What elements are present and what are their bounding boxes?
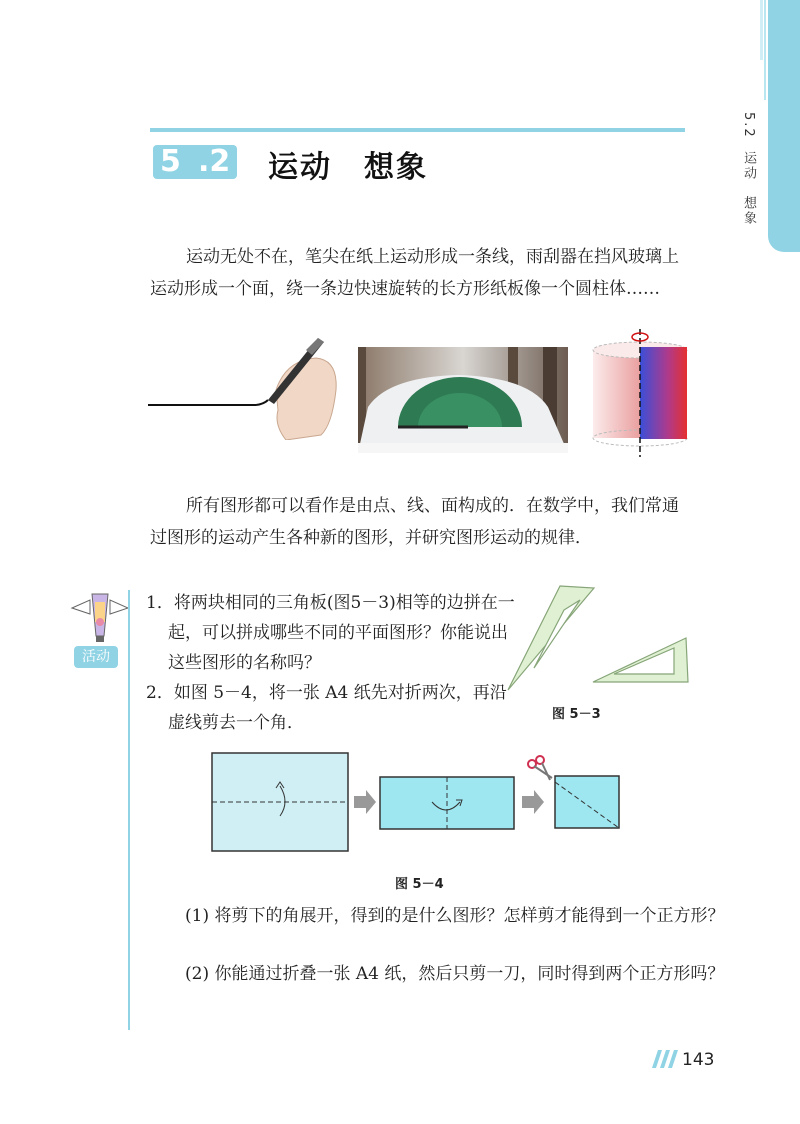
question-2: (2) 你能通过折叠一张 A4 纸，然后只剪一刀，同时得到两个正方形吗？ <box>185 964 725 984</box>
question-1: (1) 将剪下的角展开，得到的是什么图形？怎样剪才能得到一个正方形？ <box>185 906 725 926</box>
running-header <box>730 112 758 226</box>
section-title: 运动 想象 <box>268 150 428 185</box>
activity-icon <box>68 588 132 644</box>
running-header-title: 运动 想象 <box>741 150 756 226</box>
activity-badge: 活动 <box>74 646 118 668</box>
activity-item-1: 1．将两块相同的三角板(图5－3)相等的边拼在一起，可以拼成哪些不同的平面图形？你能说出这些图形的名称吗？ <box>146 593 515 673</box>
activity-item-2: 2．如图 5－4，将一张 A4 纸先对折两次，再沿虚线剪去一个角． <box>146 683 507 733</box>
set-squares-figure <box>498 582 693 694</box>
figure-5-4-caption: 图 5－4 <box>395 877 444 892</box>
running-header-section: 5.2 <box>741 112 756 139</box>
page-number-stripes <box>650 1048 682 1070</box>
windshield-wiper-photo <box>358 347 568 453</box>
side-tab-stripe <box>760 0 763 60</box>
scissors-icon <box>528 756 552 780</box>
chapter-side-tab <box>768 0 800 252</box>
points-lines-faces-paragraph: 所有图形都可以看作是由点、线、面构成的．在数学中，我们常通过图形的运动产生各种新的图形，并研究图形运动的规律． <box>150 496 679 548</box>
figure-5-3-caption: 图 5－3 <box>552 707 601 722</box>
page-number: 143 <box>682 1050 715 1070</box>
intro-paragraph: 运动无处不在，笔尖在纸上运动形成一条线，雨刮器在挡风玻璃上运动形成一个面，绕一条边快速旋转的长方形纸板像一个圆柱体…… <box>150 247 679 299</box>
cylinder-rotation-illustration <box>588 325 693 460</box>
activity-vertical-rule <box>128 590 130 1030</box>
paper-folding-figure <box>210 748 625 860</box>
section-number-sub: .2 <box>198 144 231 179</box>
pen-drawing-illustration <box>146 330 346 440</box>
header-rule <box>150 128 685 132</box>
side-tab-stripe-2 <box>764 0 766 100</box>
section-number-main: 5 <box>160 144 181 179</box>
